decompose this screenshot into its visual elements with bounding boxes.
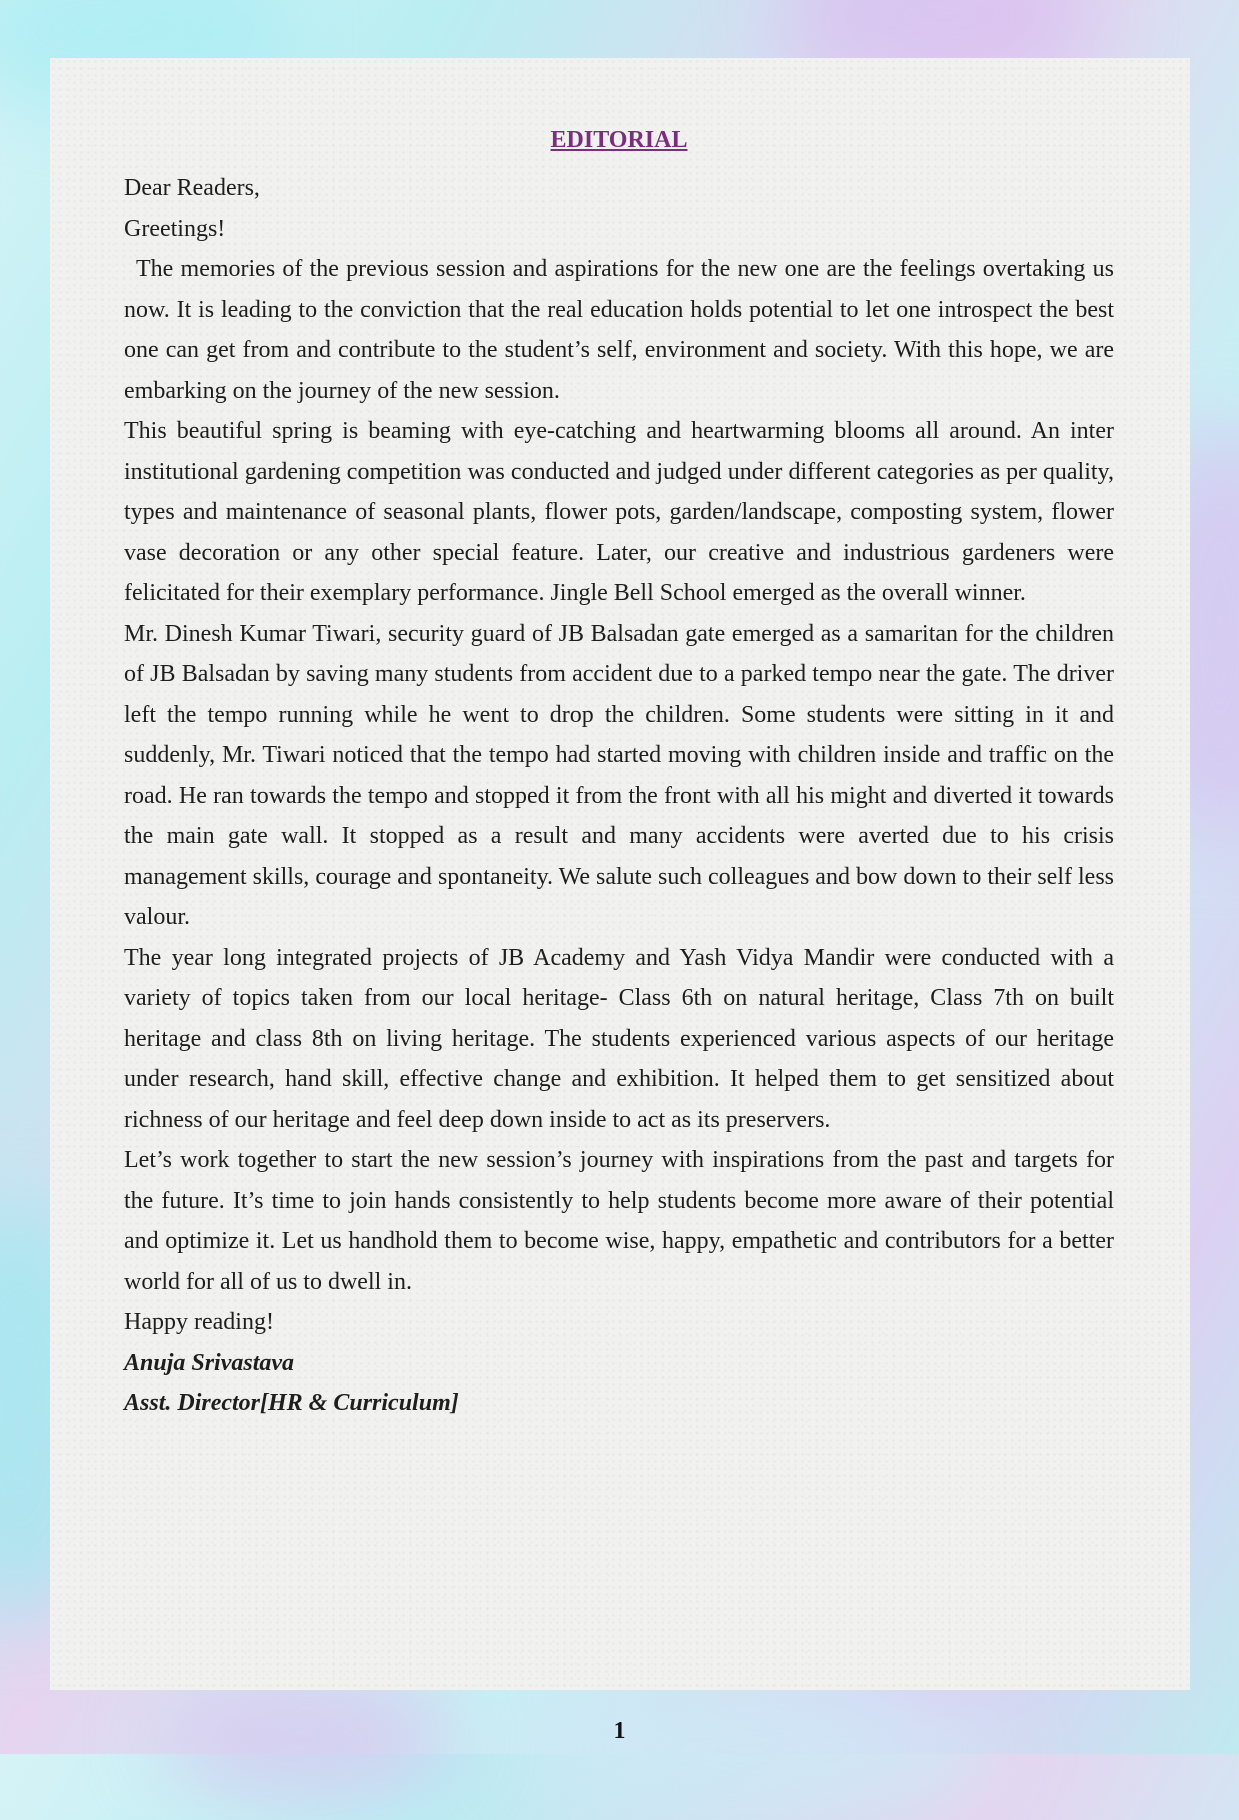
background-decoration	[500, 1680, 1000, 1820]
paragraph-gardening: This beautiful spring is beaming with eye-catching and heartwarming blooms all around. An inter institutional gardening competition was conducted and judged under different categories as per quality, types and maintenance of seasonal plants, flower pots, garden/landscape, composting system, flower vase decoration or any other special feature. Later, our creative and industrious gardeners were felicitated for their exemplary performance. Jingle Bell School emerged as the overall winner.	[124, 418, 1114, 606]
closing-line: Happy reading!	[124, 1309, 274, 1335]
paragraph-heritage-projects: The year long integrated projects of JB Academy and Yash Vidya Mandir were conducted with a variety of topics taken from our local heritage- Class 6th on natural heritage, Class 7th on built heritage and class 8th on living heritage. The students experienced various aspects of our heritage under research, hand skill, effective change and exhibition. It helped them to get sensitized about richness of our heritage and feel deep down inside to act as its preservers.	[124, 944, 1114, 1133]
greeting: Greetings!	[124, 215, 226, 242]
paragraph-session: The memories of the previous session and aspirations for the new one are the feelings overtaking us now. It is leading to the conviction that the real education holds potential to let one introspect the best one can get from and contribute to the student’s self, environment and society. With this hope, we are embarking on the journey of the new session.	[124, 256, 1114, 404]
page-number: 1	[613, 1718, 626, 1744]
editorial-title: EDITORIAL	[550, 127, 688, 153]
author-title: Asst. Director[HR & Curriculum]	[124, 1390, 459, 1416]
paragraph-samaritan: Mr. Dinesh Kumar Tiwari, security guard of JB Balsadan gate emerged as a samaritan for the children of JB Balsadan by saving many students from accident due to a parked tempo near the gate. The driver left the tempo running while he went to drop the children. Some students were sitting in it and suddenly, Mr. Tiwari noticed that the tempo had started moving with children inside and traffic on the road. He ran towards the tempo and stopped it from the front with all his might and diverted it towards the main gate wall. It stopped as a result and many accidents were averted due to his crisis management skills, courage and spontaneity. We salute such colleagues and bow down to their self less valour.	[124, 620, 1114, 930]
paragraph-new-session: Let’s work together to start the new session’s journey with inspirations from the past and targets for the future. It’s time to join hands consistently to help students become more aware of their potential and optimize it. Let us handhold them to become wise, happy, empathetic and contributors for a better world for all of us to dwell in.	[124, 1147, 1114, 1295]
author-name: Anuja Srivastava	[124, 1349, 295, 1376]
salutation: Dear Readers,	[124, 175, 260, 201]
paper-sheet	[50, 58, 1190, 1690]
editorial-content	[124, 124, 1114, 1424]
